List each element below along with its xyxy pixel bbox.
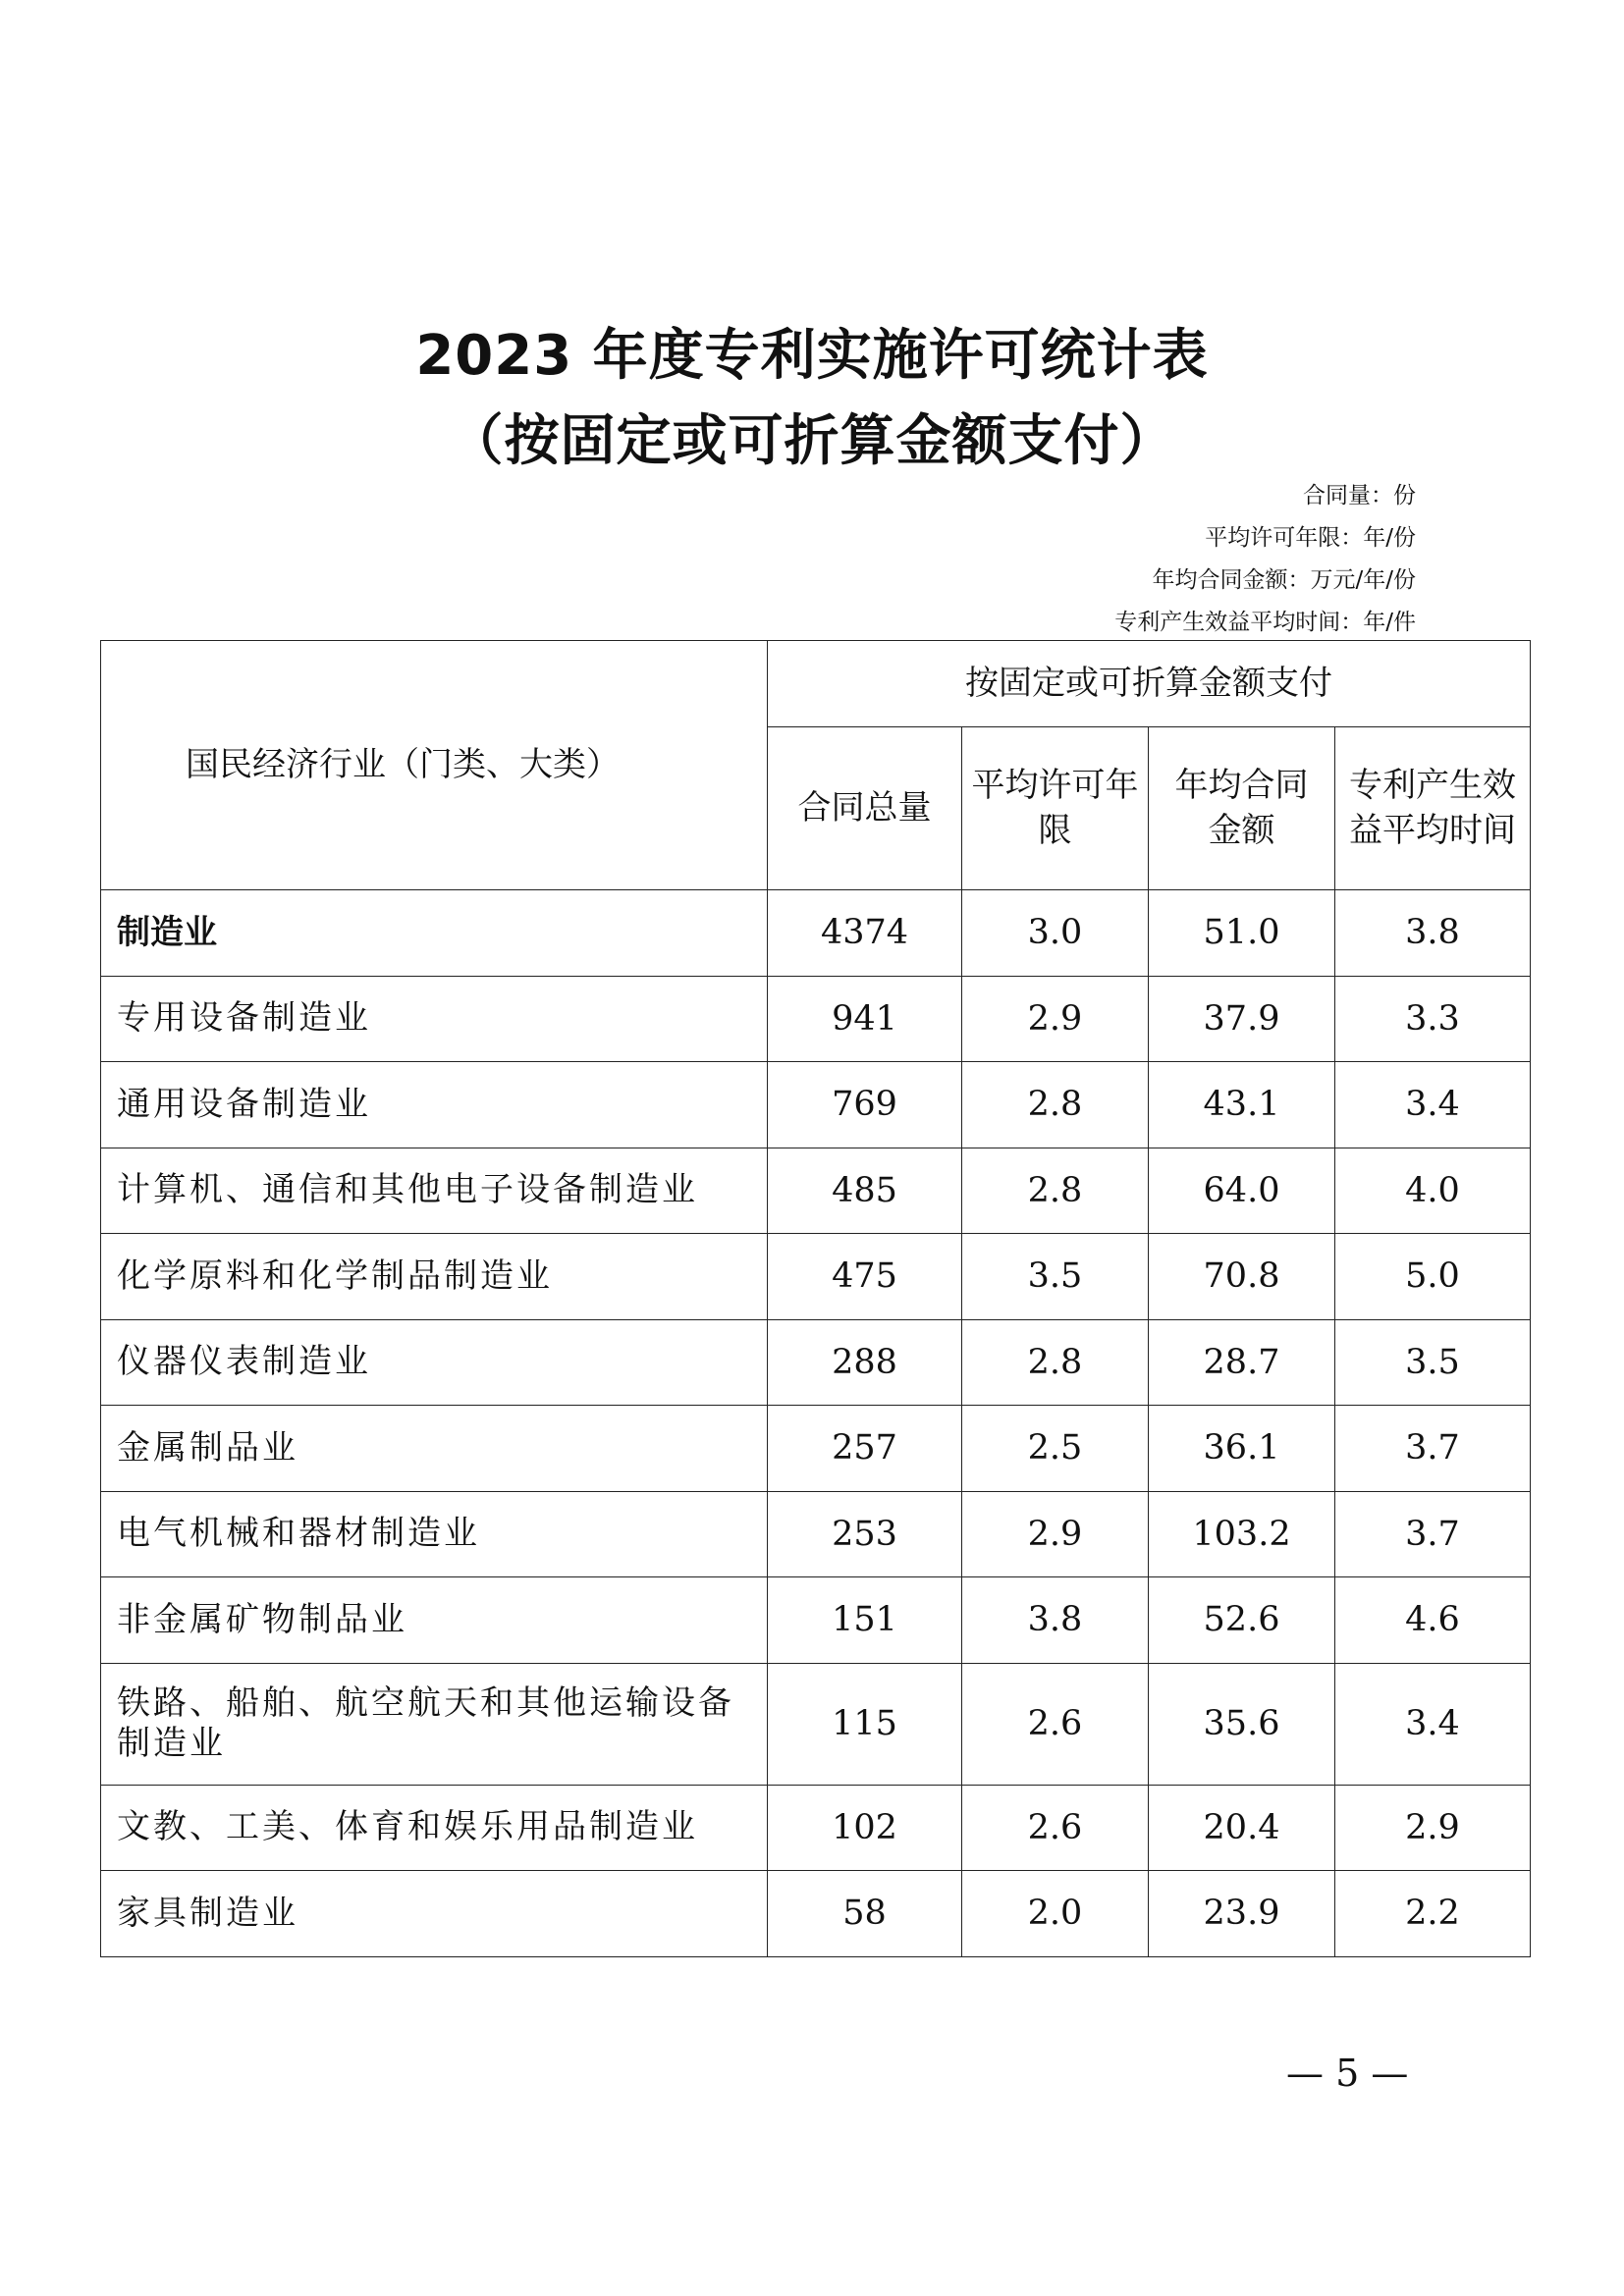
contract-total: 115 — [768, 1663, 962, 1785]
contract-total: 475 — [768, 1234, 962, 1320]
contract-total: 58 — [768, 1871, 962, 1957]
units-legend — [1114, 475, 1416, 644]
col-header-benefit-time: 专利产生效益平均时间 — [1335, 727, 1531, 890]
benefit-time: 2.9 — [1335, 1785, 1531, 1871]
avg-contract-amount: 43.1 — [1149, 1062, 1335, 1148]
industry-name: 专用设备制造业 — [101, 976, 768, 1062]
contract-total: 102 — [768, 1785, 962, 1871]
table-row — [101, 1577, 1531, 1664]
contract-total: 151 — [768, 1577, 962, 1664]
payment-group-header: 按固定或可折算金额支付 — [768, 641, 1531, 727]
avg-contract-amount: 28.7 — [1149, 1319, 1335, 1406]
benefit-time: 3.5 — [1335, 1319, 1531, 1406]
contract-total: 257 — [768, 1406, 962, 1492]
avg-contract-amount: 23.9 — [1149, 1871, 1335, 1957]
table-row — [101, 976, 1531, 1062]
contract-total: 769 — [768, 1062, 962, 1148]
avg-license-years: 2.0 — [962, 1871, 1149, 1957]
avg-contract-amount: 103.2 — [1149, 1491, 1335, 1577]
unit-contracts: 合同量：份 — [1303, 483, 1416, 508]
benefit-time: 4.0 — [1335, 1148, 1531, 1234]
avg-contract-amount: 52.6 — [1149, 1577, 1335, 1664]
avg-contract-amount: 35.6 — [1149, 1663, 1335, 1785]
unit-avg-years: 平均许可年限：年/份 — [1205, 525, 1416, 551]
col-header-total: 合同总量 — [768, 727, 962, 890]
contract-total: 485 — [768, 1148, 962, 1234]
table-row — [101, 1871, 1531, 1957]
contract-total: 4374 — [768, 890, 962, 977]
industry-name: 家具制造业 — [101, 1871, 768, 1957]
avg-contract-amount: 51.0 — [1149, 890, 1335, 977]
avg-contract-amount: 64.0 — [1149, 1148, 1335, 1234]
license-stats-table — [100, 640, 1531, 1957]
industry-name: 金属制品业 — [101, 1406, 768, 1492]
avg-contract-amount: 70.8 — [1149, 1234, 1335, 1320]
avg-contract-amount: 37.9 — [1149, 976, 1335, 1062]
table-row — [101, 890, 1531, 977]
col-header-avg-amount: 年均合同金额 — [1149, 727, 1335, 890]
unit-benefit-time: 专利产生效益平均时间：年/件 — [1114, 610, 1416, 635]
benefit-time: 3.4 — [1335, 1062, 1531, 1148]
industry-name: 通用设备制造业 — [101, 1062, 768, 1148]
industry-name: 铁路、船舶、航空航天和其他运输设备制造业 — [101, 1663, 768, 1785]
table-row — [101, 1406, 1531, 1492]
avg-license-years: 2.8 — [962, 1319, 1149, 1406]
industry-name: 电气机械和器材制造业 — [101, 1491, 768, 1577]
industry-name: 化学原料和化学制品制造业 — [101, 1234, 768, 1320]
contract-total: 941 — [768, 976, 962, 1062]
avg-license-years: 2.9 — [962, 1491, 1149, 1577]
table-row — [101, 1663, 1531, 1785]
industry-name: 非金属矿物制品业 — [101, 1577, 768, 1664]
benefit-time: 5.0 — [1335, 1234, 1531, 1320]
unit-avg-amount: 年均合同金额：万元/年/份 — [1152, 567, 1416, 593]
table-row — [101, 1234, 1531, 1320]
avg-license-years: 2.8 — [962, 1148, 1149, 1234]
avg-license-years: 2.6 — [962, 1663, 1149, 1785]
benefit-time: 3.7 — [1335, 1406, 1531, 1492]
benefit-time: 3.3 — [1335, 976, 1531, 1062]
table-row — [101, 1148, 1531, 1234]
industry-name: 计算机、通信和其他电子设备制造业 — [101, 1148, 768, 1234]
col-header-avg-years: 平均许可年限 — [962, 727, 1149, 890]
page-subtitle: （按固定或可折算金额支付） — [448, 409, 1176, 473]
avg-license-years: 3.0 — [962, 890, 1149, 977]
industry-name: 仪器仪表制造业 — [101, 1319, 768, 1406]
contract-total: 288 — [768, 1319, 962, 1406]
industry-name: 文教、工美、体育和娱乐用品制造业 — [101, 1785, 768, 1871]
contract-total: 253 — [768, 1491, 962, 1577]
page-number: — 5 — — [1286, 2052, 1409, 2095]
table-row — [101, 1785, 1531, 1871]
benefit-time: 3.8 — [1335, 890, 1531, 977]
page-title: 2023 年度专利实施许可统计表 — [415, 324, 1209, 388]
benefit-time: 3.4 — [1335, 1663, 1531, 1785]
table-row — [101, 1062, 1531, 1148]
avg-license-years: 2.5 — [962, 1406, 1149, 1492]
avg-license-years: 2.9 — [962, 976, 1149, 1062]
industry-name: 制造业 — [101, 890, 768, 977]
avg-license-years: 3.5 — [962, 1234, 1149, 1320]
industry-header: 国民经济行业（门类、大类） — [101, 641, 768, 890]
avg-license-years: 2.6 — [962, 1785, 1149, 1871]
avg-contract-amount: 20.4 — [1149, 1785, 1335, 1871]
benefit-time: 3.7 — [1335, 1491, 1531, 1577]
benefit-time: 4.6 — [1335, 1577, 1531, 1664]
avg-license-years: 3.8 — [962, 1577, 1149, 1664]
benefit-time: 2.2 — [1335, 1871, 1531, 1957]
avg-contract-amount: 36.1 — [1149, 1406, 1335, 1492]
table-row — [101, 1491, 1531, 1577]
table-row — [101, 1319, 1531, 1406]
avg-license-years: 2.8 — [962, 1062, 1149, 1148]
